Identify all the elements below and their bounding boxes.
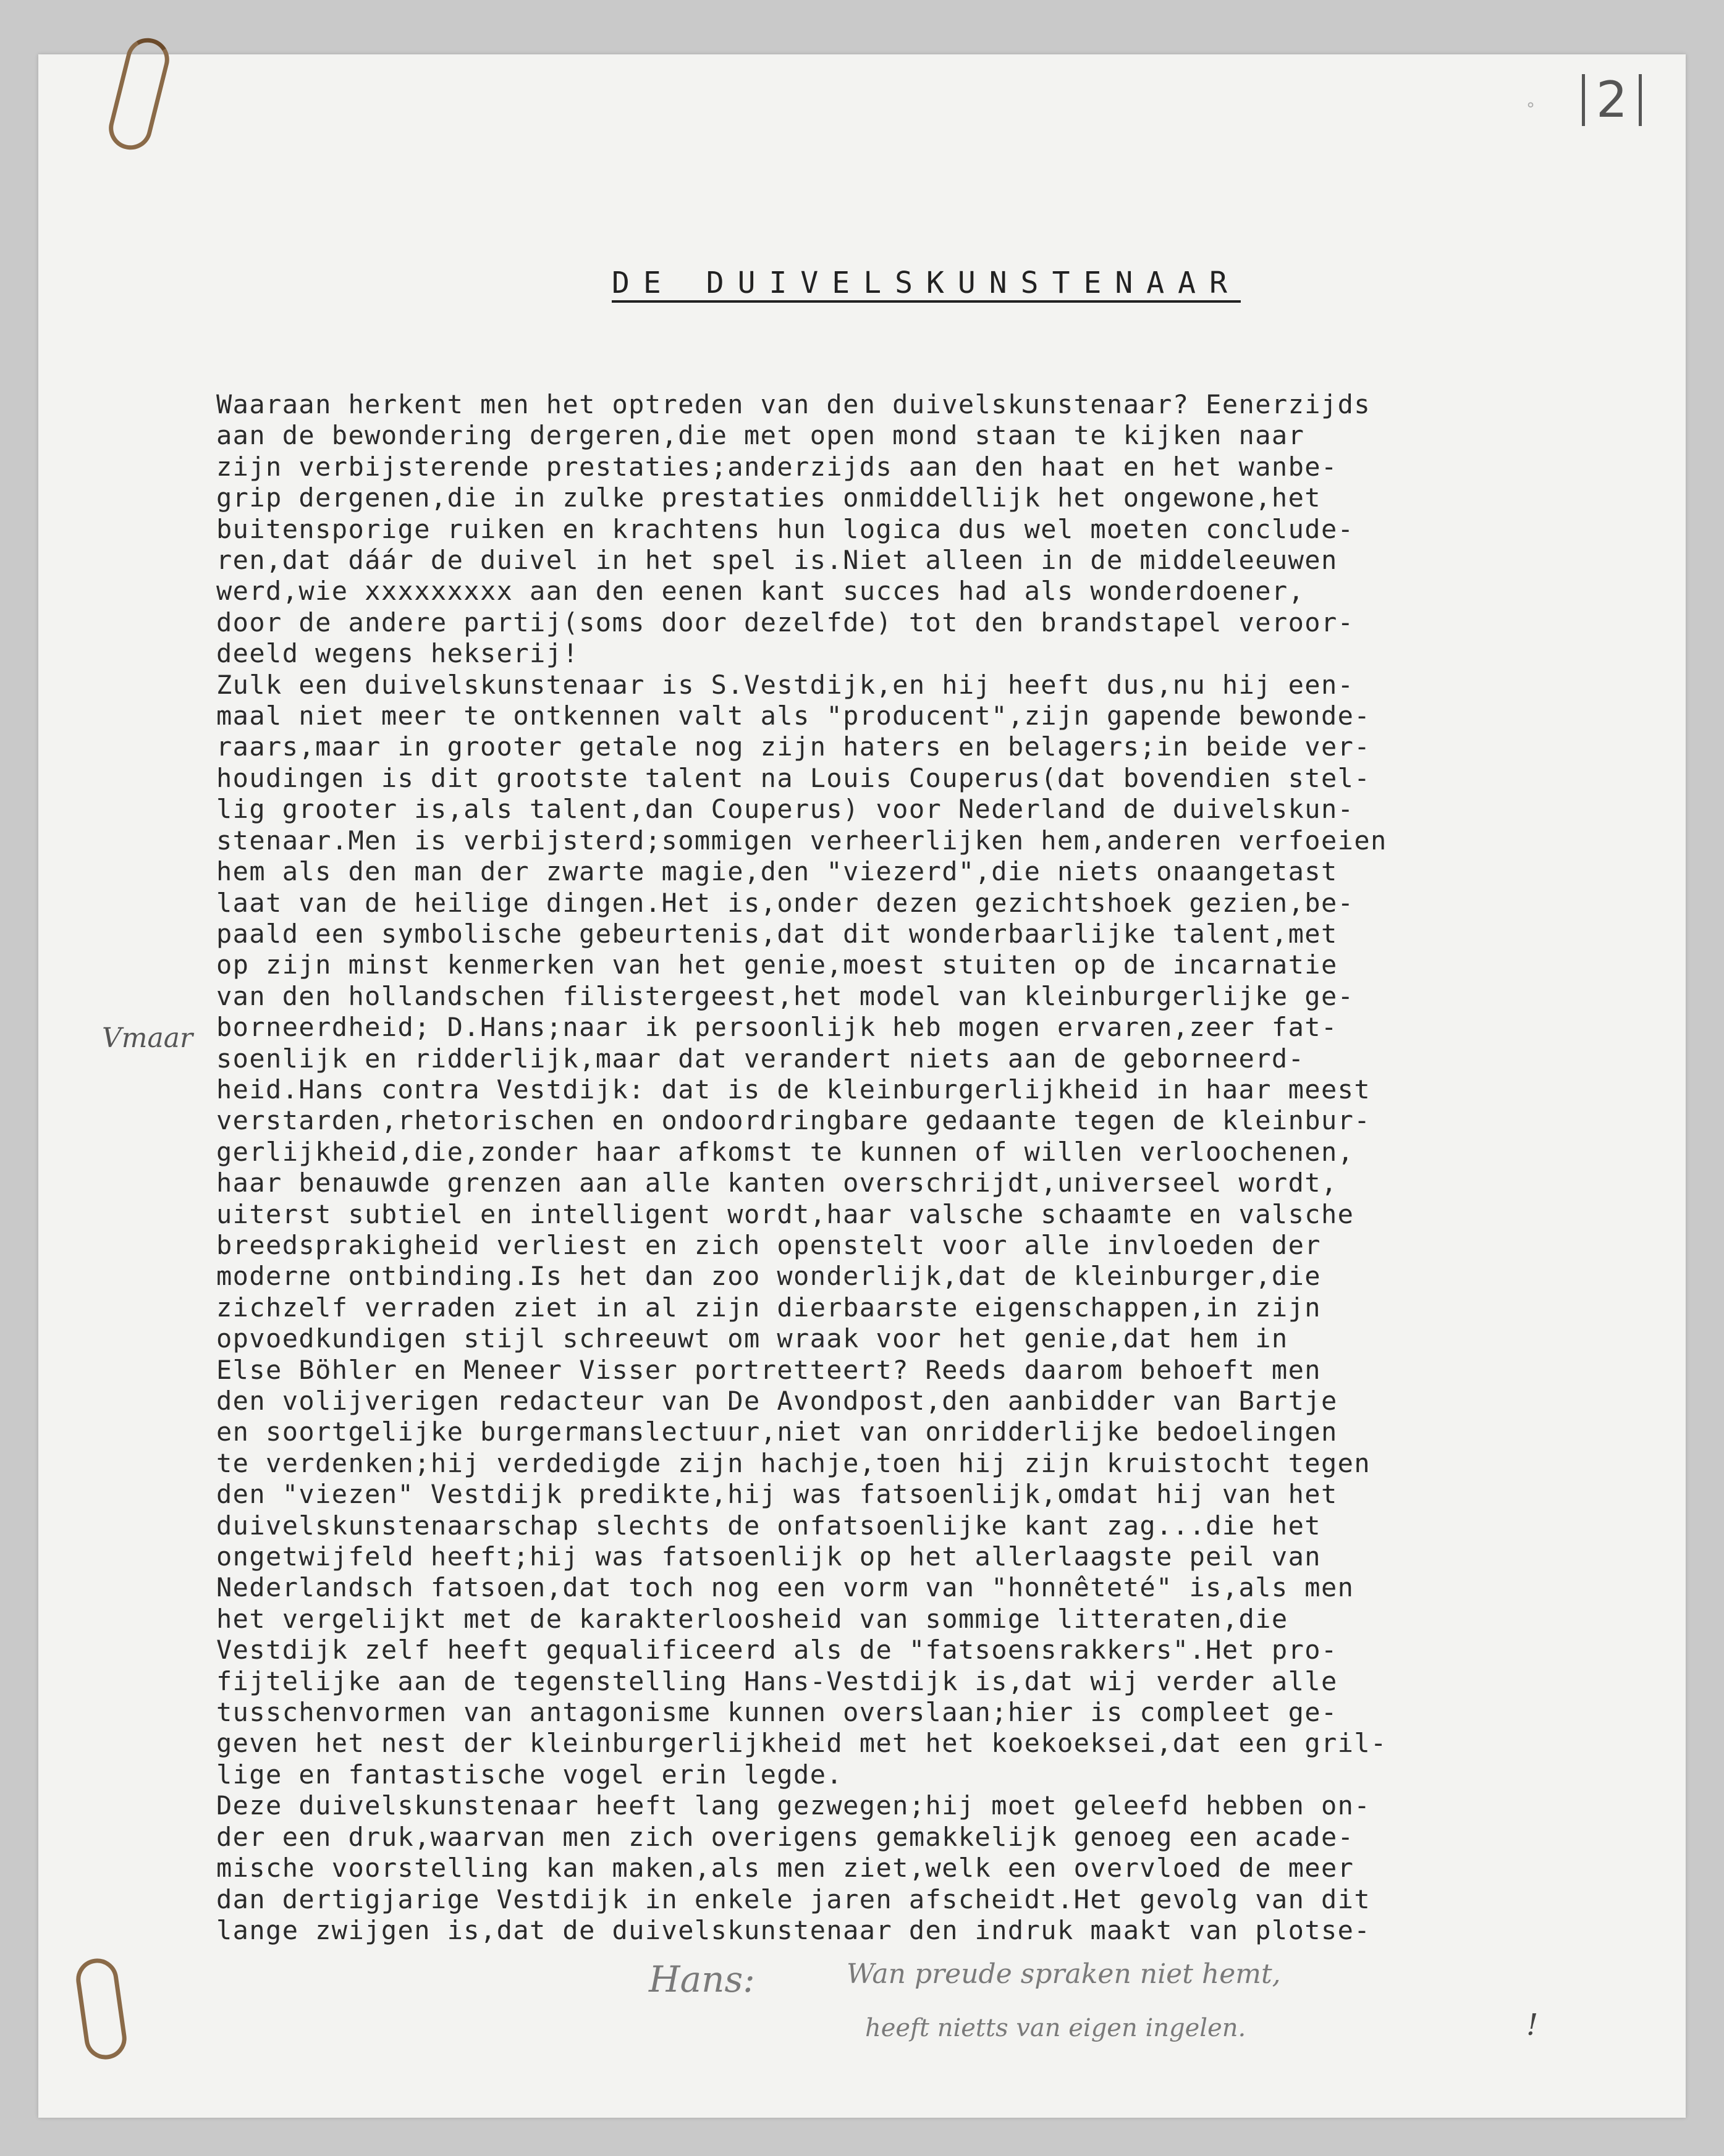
text-line: soenlijk en ridderlijk,maar dat verandert niets aan de geborneerd- [216,1043,1305,1074]
handwritten-note-line-1: Wan preude spraken niet hemt, [847,1958,1281,1990]
text-line: zichzelf verraden ziet in al zijn dierbaarste eigenschappen,in zijn [216,1292,1321,1323]
text-line: door de andere partij(soms door dezelfde) tot den brandstapel veroor- [216,607,1354,638]
text-line: paald een symbolische gebeurtenis,dat dit wonderbaarlijke talent,met [216,918,1338,949]
text-line: en soortgelijke burgermanslectuur,niet van onridderlijke bedoelingen [216,1417,1338,1447]
text-line: dan dertigjarige Vestdijk in enkele jaren afscheidt.Het gevolg van dit [216,1884,1371,1914]
text-line: grip dergenen,die in zulke prestaties onmiddellijk het ongewone,het [216,482,1321,513]
text-line: opvoedkundigen stijl schreeuwt om wraak voor het genie,dat hem in [216,1323,1288,1354]
page-number: 2 [1582,74,1642,126]
text-line: mische voorstelling kan maken,als men ziet,welk een overvloed de meer [216,1853,1354,1884]
page-number-prefix: ° [1526,99,1535,119]
text-line: gerlijkheid,die,zonder haar afkomst te kunnen of willen verloochenen, [216,1136,1354,1167]
text-line: den volijverigen redacteur van De Avondpost,den aanbidder van Bartje [216,1386,1338,1416]
text-line: verstarden,rhetorischen en ondoordringbare gedaante tegen de kleinbur- [216,1105,1371,1136]
text-line: te verdenken;hij verdedigde zijn hachje,toen hij zijn kruistocht tegen [216,1447,1371,1478]
text-line: houdingen is dit grootste talent na Louis Couperus(dat bovendien stel- [216,762,1371,793]
text-line: uiterst subtiel en intelligent wordt,haar valsche schaamte en valsche [216,1198,1354,1229]
text-line: maal niet meer te ontkennen valt als "producent",zijn gapende bewonde- [216,701,1371,731]
handwritten-name: Hans: [649,1958,755,2000]
text-line: Nederlandsch fatsoen,dat toch nog een vorm van "honnêteté" is,als men [216,1572,1354,1603]
text-line: raars,maar in grooter getale nog zijn haters en belagers;in beide ver- [216,731,1371,762]
handwritten-margin-note: Vmaar [102,1022,193,1054]
text-line: werd,wie xxxxxxxxx aan den eenen kant succes had als wonderdoener, [216,576,1305,607]
text-line: haar benauwde grenzen aan alle kanten overschrijdt,universeel wordt, [216,1168,1338,1198]
text-line: tusschenvormen van antagonisme kunnen overslaan;hier is compleet ge- [216,1697,1338,1728]
text-line: breedsprakigheid verliest en zich openstelt voor alle invloeden der [216,1229,1321,1260]
text-line: laat van de heilige dingen.Het is,onder dezen gezichtshoek gezien,be- [216,887,1354,918]
handwritten-exclamation-mark: ! [1526,2008,1539,2042]
text-line: van den hollandschen filistergeest,het model van kleinburgerlijke ge- [216,980,1354,1011]
text-line: duivelskunstenaarschap slechts de onfatsoenlijke kant zag...die het [216,1510,1321,1541]
text-line: Waaraan herkent men het optreden van den duivelskunstenaar? Eenerzijds [216,389,1371,419]
text-line: lig grooter is,als talent,dan Couperus) voor Nederland de duivelskun- [216,794,1354,825]
text-line: Zulk een duivelskunstenaar is S.Vestdijk,en hij heeft dus,nu hij een- [216,669,1354,700]
text-line: Deze duivelskunstenaar heeft lang gezwegen;hij moet geleefd hebben on- [216,1790,1371,1821]
text-line: lange zwijgen is,dat de duivelskunstenaar den indruk maakt van plotse- [216,1914,1371,1945]
text-line: ongetwijfeld heeft;hij was fatsoenlijk op het allerlaagste peil van [216,1541,1321,1572]
text-line: hem als den man der zwarte magie,den "viezerd",die niets onaangetast [216,856,1338,887]
text-line: fijtelijke aan de tegenstelling Hans-Vestdijk is,dat wij verder alle [216,1665,1338,1696]
text-line: den "viezen" Vestdijk predikte,hij was fatsoenlijk,omdat hij van het [216,1479,1338,1510]
text-line: Else Böhler en Meneer Visser portretteert? Reeds daarom behoeft men [216,1354,1321,1385]
text-line: deeld wegens hekserij! [216,638,580,669]
text-line: geven het nest der kleinburgerlijkheid met het koekoeksei,dat een gril- [216,1728,1387,1759]
text-line: het vergelijkt met de karakterloosheid van sommige litteraten,die [216,1603,1288,1634]
text-line: zijn verbijsterende prestaties;anderzijds aan den haat en het wanbe- [216,451,1338,482]
text-line: Vestdijk zelf heeft gequalificeerd als de "fatsoensrakkers".Het pro- [216,1635,1338,1665]
text-line: lige en fantastische vogel erin legde. [216,1759,843,1790]
text-line: heid.Hans contra Vestdijk: dat is de kleinburgerlijkheid in haar meest [216,1074,1371,1105]
text-line: buitensporige ruiken en krachtens hun logica dus wel moeten conclude- [216,513,1354,544]
text-line: der een druk,waarvan men zich overigens gemakkelijk genoeg een acade- [216,1821,1354,1852]
typed-body-text [216,389,1600,1946]
text-line: aan de bewondering dergeren,die met open mond staan te kijken naar [216,420,1305,451]
text-line: borneerdheid; D.Hans;naar ik persoonlijk heb mogen ervaren,zeer fat- [216,1012,1338,1043]
document-title: DE DUIVELSKUNSTENAAR [612,266,1241,300]
text-line: moderne ontbinding.Is het dan zoo wonderlijk,dat de kleinburger,die [216,1261,1321,1292]
text-line: op zijn minst kenmerken van het genie,moest stuiten op de incarnatie [216,950,1338,980]
text-line: ren,dat dáár de duivel in het spel is.Niet alleen in de middeleeuwen [216,545,1338,576]
text-line: stenaar.Men is verbijsterd;sommigen verheerlijken hem,anderen verfoeien [216,825,1387,856]
handwritten-note-line-2: heeft nietts van eigen ingelen. [865,2014,1246,2042]
